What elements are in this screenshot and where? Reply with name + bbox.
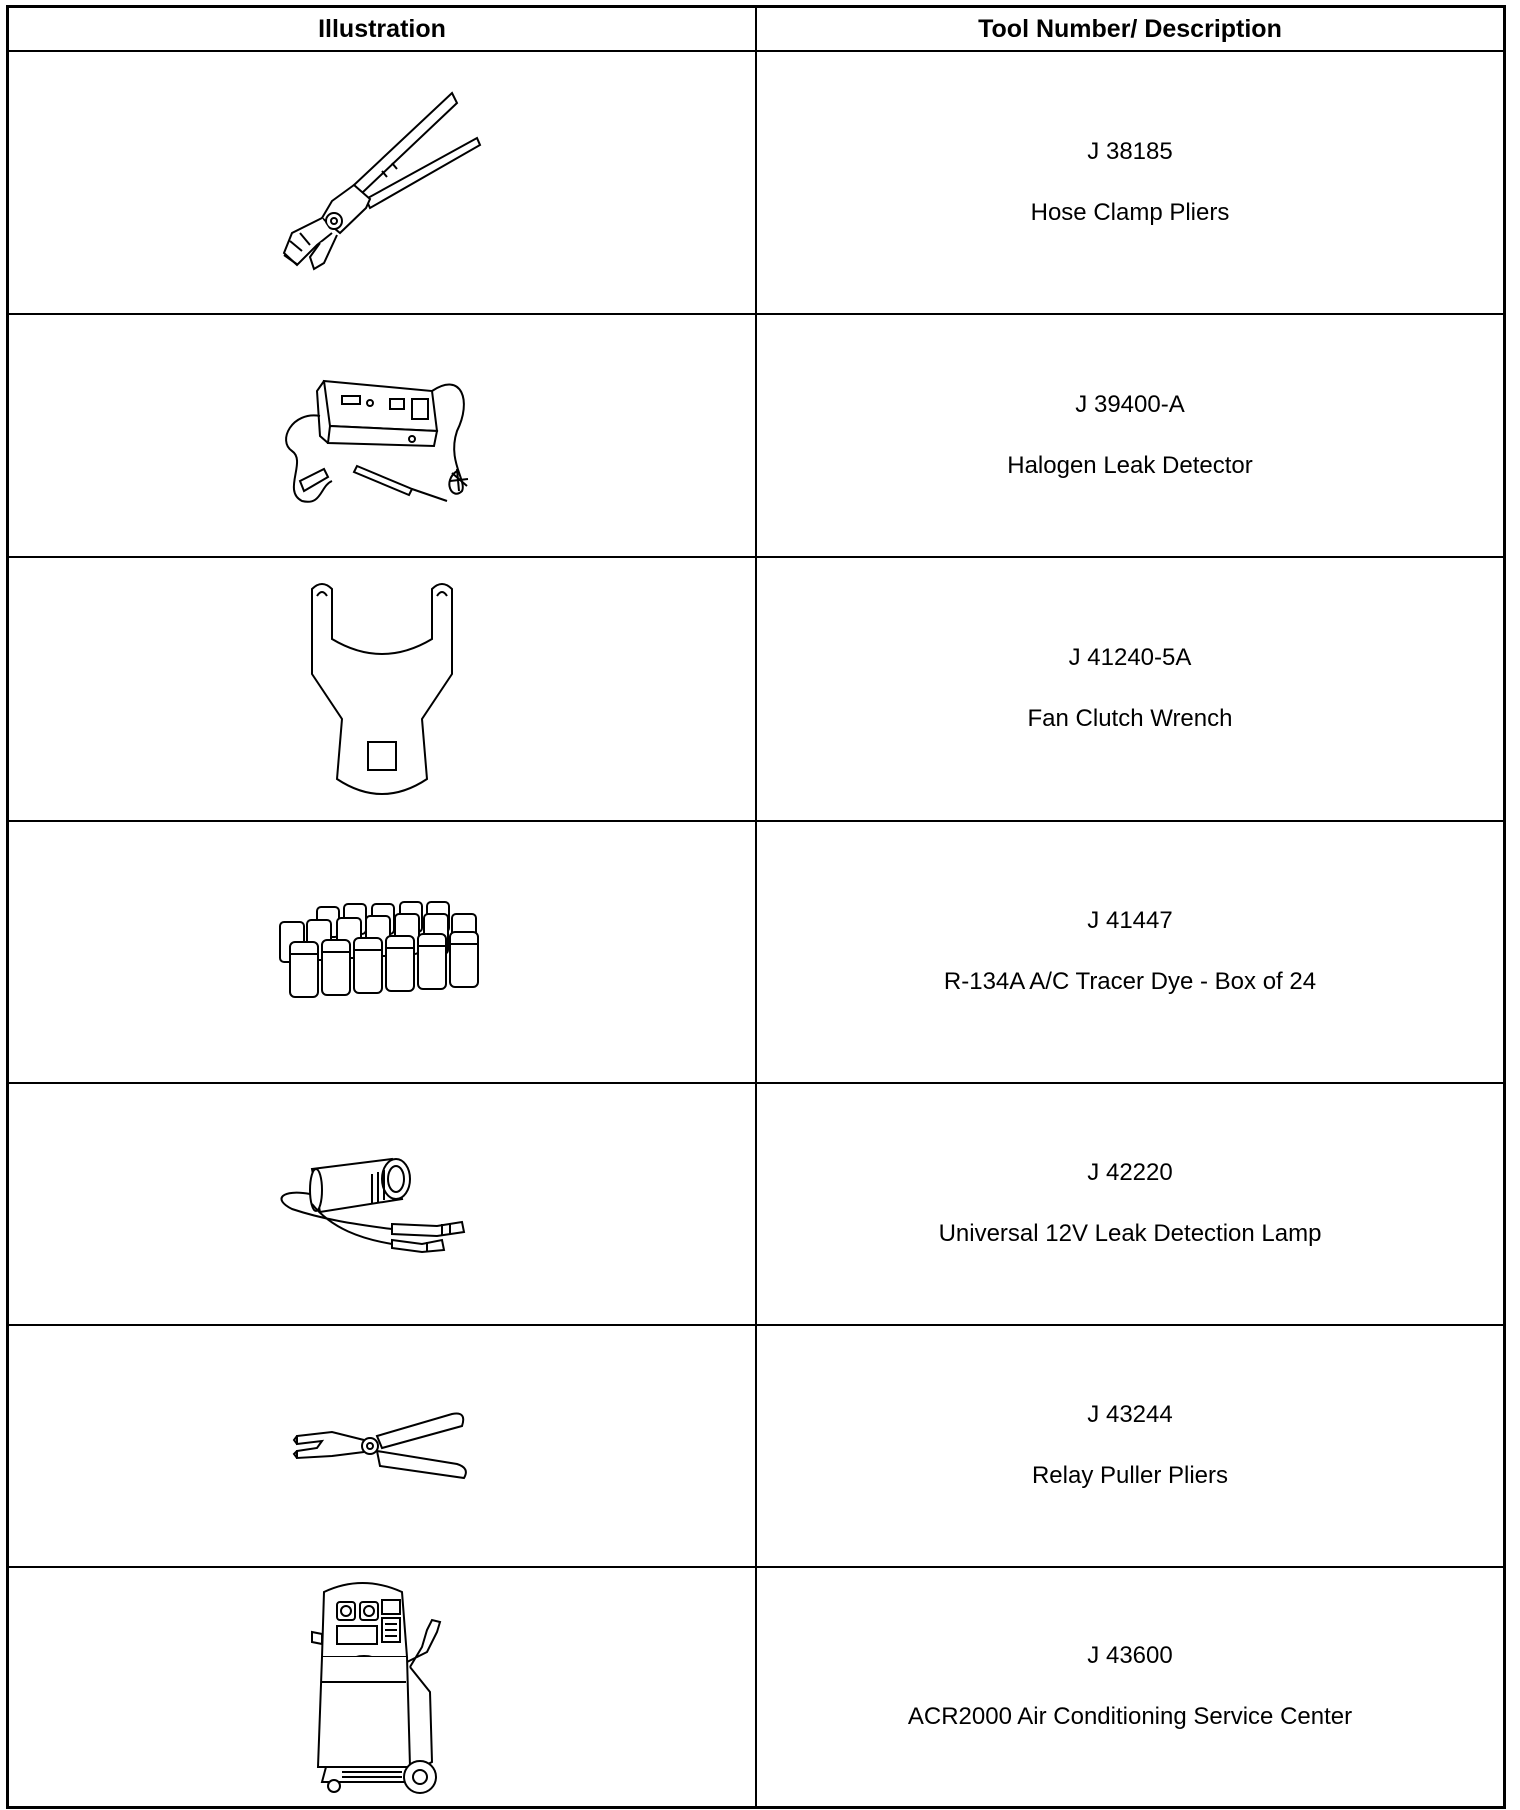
- illustration-cell: [8, 1567, 757, 1807]
- tool-number: J 39400-A: [1075, 390, 1185, 418]
- tool-name: R-134A A/C Tracer Dye - Box of 24: [943, 968, 1317, 995]
- description-cell: [756, 1083, 1505, 1325]
- tool-number: J 38185: [1087, 137, 1173, 165]
- table-row: [8, 51, 1505, 314]
- tool-name: Fan Clutch Wrench: [1027, 705, 1233, 732]
- illustration-cell: [8, 821, 757, 1083]
- relay-puller-pliers-icon: [282, 1396, 482, 1496]
- table-row: [8, 1083, 1505, 1325]
- tool-number: J 41447: [1087, 907, 1173, 935]
- table-row: [8, 1325, 1505, 1567]
- tool-number: J 43244: [1087, 1401, 1173, 1429]
- tool-name: Halogen Leak Detector: [1007, 451, 1253, 479]
- illustration-cell: [8, 314, 757, 557]
- tool-name: Hose Clamp Pliers: [1030, 198, 1230, 226]
- tracer-dye-bottles-icon: [262, 892, 502, 1012]
- tool-number: J 42220: [1087, 1159, 1173, 1187]
- special-tools-table: [6, 5, 1506, 1809]
- description-cell: [756, 1567, 1505, 1807]
- tool-name: Relay Puller Pliers: [1031, 1462, 1229, 1489]
- description-header: Tool Number/ Description: [756, 7, 1505, 52]
- illustration-header: Illustration: [8, 7, 757, 52]
- fan-clutch-wrench-icon: [282, 574, 482, 804]
- illustration-cell: [8, 51, 757, 314]
- illustration-cell: [8, 1325, 757, 1567]
- tool-number: J 43600: [1087, 1641, 1173, 1669]
- illustration-cell: [8, 557, 757, 821]
- ac-service-center-icon: [282, 1572, 482, 1802]
- table-row: [8, 1567, 1505, 1807]
- leak-detection-lamp-icon: [262, 1144, 502, 1264]
- description-cell: [756, 557, 1505, 821]
- description-cell: [756, 51, 1505, 314]
- table-row: [8, 557, 1505, 821]
- illustration-cell: [8, 1083, 757, 1325]
- tool-number: J 41240-5A: [1068, 644, 1192, 672]
- header-row: [8, 7, 1505, 52]
- halogen-leak-detector-icon: [262, 361, 502, 511]
- table-row: [8, 821, 1505, 1083]
- tool-name: ACR2000 Air Conditioning Service Center: [907, 1702, 1353, 1730]
- table-row: [8, 314, 1505, 557]
- hose-clamp-pliers-icon: [262, 83, 502, 283]
- description-cell: [756, 821, 1505, 1083]
- description-cell: [756, 1325, 1505, 1567]
- description-cell: [756, 314, 1505, 557]
- tool-name: Universal 12V Leak Detection Lamp: [938, 1220, 1322, 1247]
